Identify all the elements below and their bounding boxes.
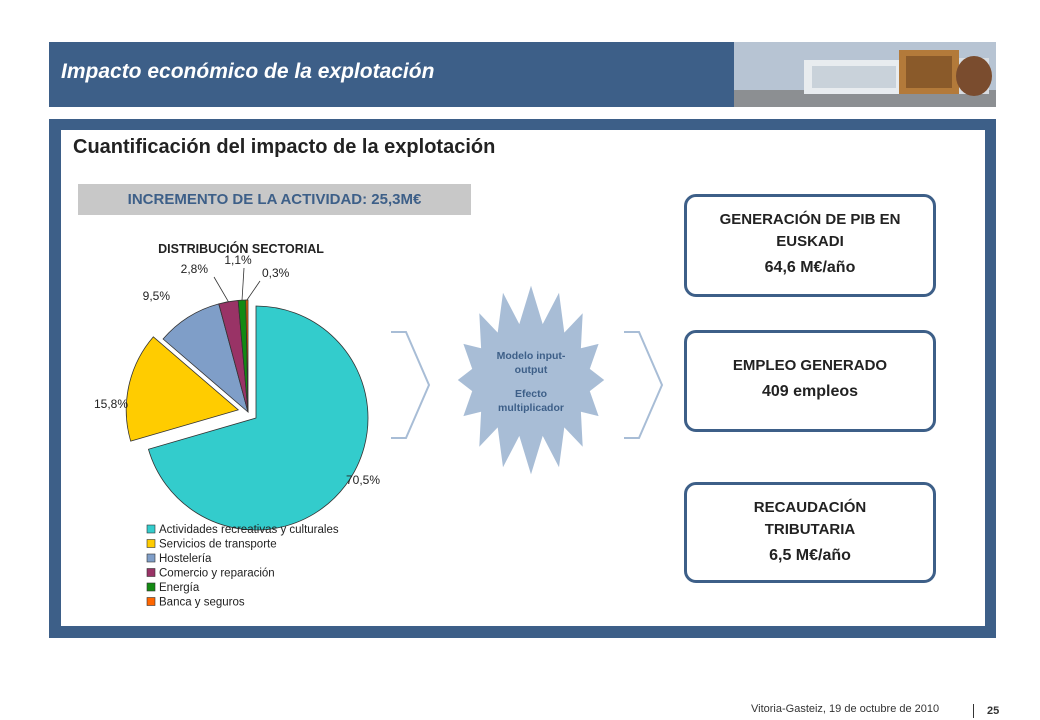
- legend-label: Hostelería: [159, 553, 212, 565]
- activity-increase-badge: INCREMENTO DE LA ACTIVIDAD: 25,3M€: [78, 184, 471, 215]
- result-value: 409 empleos: [761, 383, 859, 400]
- building-photo: [734, 42, 996, 107]
- result-label: RECAUDACIÓN: [753, 499, 867, 516]
- page-title: Impacto económico de la explotación: [61, 60, 435, 83]
- result-label: EMPLEO GENERADO: [732, 357, 888, 374]
- section-title: Cuantificación del impacto de la explotación: [73, 136, 496, 158]
- center-line4: multiplicador: [498, 402, 564, 414]
- legend-swatch: [147, 598, 155, 606]
- slice-label: 2,8%: [180, 262, 208, 276]
- result-box-recaudacion: [684, 482, 936, 583]
- footer-separator: [973, 704, 974, 718]
- legend-swatch: [147, 569, 155, 577]
- chart-title: DISTRIBUCIÓN SECTORIAL: [158, 242, 324, 256]
- legend-label: Servicios de transporte: [159, 538, 277, 551]
- center-line3: Efecto: [514, 388, 548, 400]
- legend-swatch: [147, 540, 155, 548]
- legend-swatch: [147, 583, 155, 591]
- starburst-icon: [458, 286, 604, 475]
- left-arrow-icon: [391, 332, 429, 438]
- right-arrow-icon: [624, 332, 662, 438]
- legend-swatch: [147, 554, 155, 562]
- page-number: 25: [987, 705, 1000, 717]
- slice-label: 1,1%: [224, 253, 252, 267]
- legend-label: Comercio y reparación: [159, 567, 275, 580]
- pie-group: [94, 253, 380, 530]
- legend-label: Actividades recreativas y culturales: [159, 524, 339, 536]
- result-label: GENERACIÓN DE PIB EN: [719, 211, 901, 228]
- result-box-empleo: [684, 330, 936, 432]
- slice-label: 0,3%: [262, 266, 290, 280]
- slice-label: 15,8%: [93, 397, 128, 411]
- slice-label: 9,5%: [142, 289, 170, 303]
- leader-line: [214, 277, 228, 302]
- center-line2: output: [514, 364, 548, 376]
- result-label: EUSKADI: [776, 233, 844, 250]
- leader-line: [247, 281, 260, 300]
- slice-label: 70,5%: [346, 473, 381, 487]
- result-label: TRIBUTARIA: [764, 521, 856, 538]
- legend-swatch: [147, 525, 155, 533]
- result-value: 6,5 M€/año: [769, 547, 851, 564]
- center-line1: Modelo input-: [496, 350, 566, 362]
- legend-label: Energía: [159, 582, 200, 594]
- leader-line: [242, 268, 244, 300]
- footer-date: Vitoria-Gasteiz, 19 de octubre de 2010: [751, 703, 940, 715]
- legend-label: Banca y seguros: [159, 596, 245, 609]
- header-bar: [49, 42, 996, 107]
- result-value: 64,6 M€/año: [764, 259, 856, 276]
- result-box-pib: [684, 194, 936, 297]
- chart-legend: [147, 524, 339, 609]
